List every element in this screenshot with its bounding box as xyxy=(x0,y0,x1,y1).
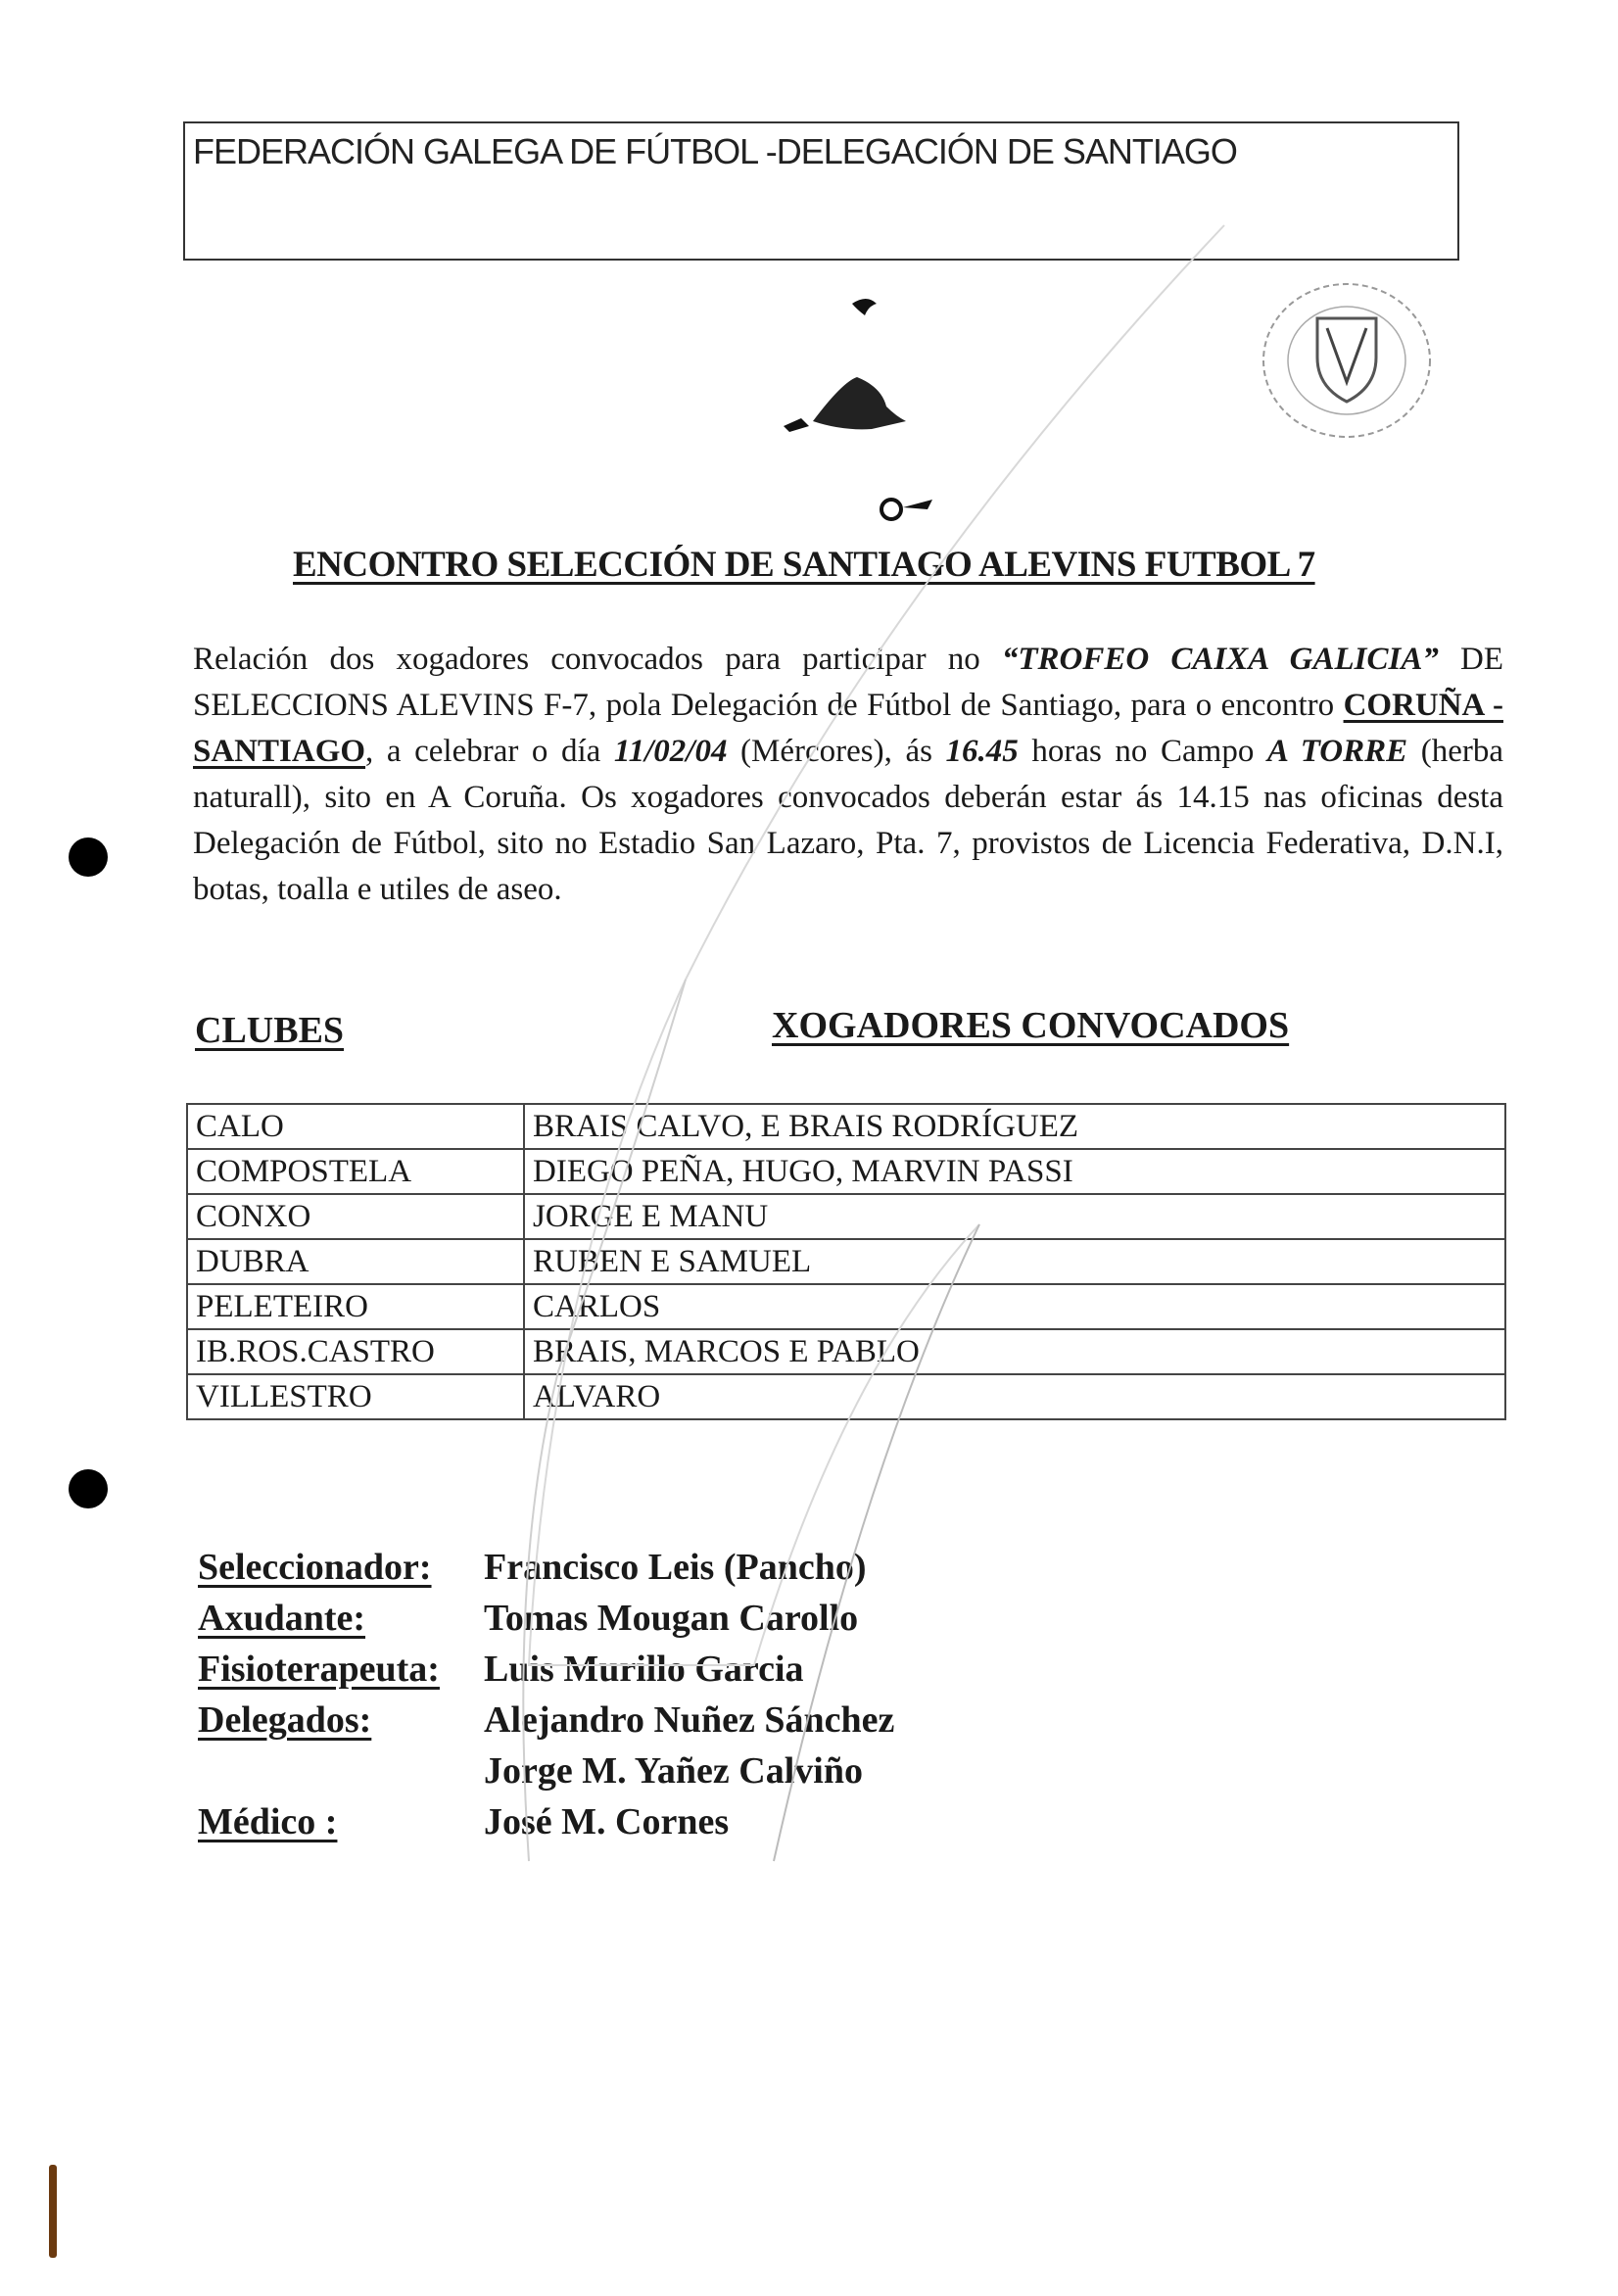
players-cell: RUBEN E SAMUEL xyxy=(524,1239,1505,1284)
players-cell: DIEGO PEÑA, HUGO, MARVIN PASSI xyxy=(524,1149,1505,1194)
para-text: Relación dos xogadores convocados para participar no xyxy=(193,642,1002,677)
players-cell: CARLOS xyxy=(524,1284,1505,1329)
club-cell: CALO xyxy=(187,1104,524,1149)
staff-name: Luis Murillo Garcia xyxy=(484,1649,804,1690)
staff-name: Alejandro Nuñez Sánchez xyxy=(484,1699,895,1741)
table-row xyxy=(187,1194,1505,1239)
players-cell: JORGE E MANU xyxy=(524,1194,1505,1239)
staff-row xyxy=(198,1749,863,1793)
players-table xyxy=(186,1103,1506,1420)
table-row xyxy=(187,1239,1505,1284)
clubs-heading: CLUBES xyxy=(195,1010,345,1051)
football-player-logo xyxy=(744,284,960,529)
club-cell: CONXO xyxy=(187,1194,524,1239)
document-heading: ENCONTRO SELECCIÓN DE SANTIAGO ALEVINS FUTBOL 7 xyxy=(293,545,1315,585)
table-row xyxy=(187,1104,1505,1149)
trophy-name: “TROFEO CAIXA GALICIA” xyxy=(1001,642,1439,677)
federation-seal xyxy=(1254,274,1440,446)
staff-row xyxy=(198,1698,894,1742)
scan-mark xyxy=(49,2165,57,2258)
club-cell: DUBRA xyxy=(187,1239,524,1284)
staff-name: Tomas Mougan Carollo xyxy=(484,1598,859,1639)
field-name: A TORRE xyxy=(1266,734,1408,769)
staff-name: Jorge M. Yañez Calviño xyxy=(484,1750,863,1792)
table-row xyxy=(187,1284,1505,1329)
club-cell: COMPOSTELA xyxy=(187,1149,524,1194)
players-heading: XOGADORES CONVOCADOS xyxy=(772,1005,1290,1046)
para-text: (herba naturall), sito en A Coruña. Os xogadores convocados deberán estar ás 14.15 nas oficinas desta Delegación de Fútbol, sito no Estadio San Lazaro, Pta. 7, provistos de Licencia Federativa, D.N.I, botas, toalla e utiles de aseo. xyxy=(193,734,1503,907)
staff-role: Axudante: xyxy=(198,1598,366,1639)
staff-role: Delegados: xyxy=(198,1699,372,1741)
staff-row xyxy=(198,1546,867,1589)
convocation-paragraph xyxy=(193,637,1503,913)
header-box xyxy=(183,121,1459,261)
staff-name: Francisco Leis (Pancho) xyxy=(484,1547,867,1588)
staff-role: Seleccionador: xyxy=(198,1547,432,1588)
staff-row xyxy=(198,1597,858,1640)
staff-role: Médico : xyxy=(198,1801,338,1842)
staff-row xyxy=(198,1648,804,1691)
match-date: 11/02/04 xyxy=(613,734,728,769)
header-title: FEDERACIÓN GALEGA DE FÚTBOL -DELEGACIÓN DE SANTIAGO xyxy=(193,131,1237,171)
players-cell: BRAIS CALVO, E BRAIS RODRÍGUEZ xyxy=(524,1104,1505,1149)
table-row xyxy=(187,1149,1505,1194)
players-cell: ALVARO xyxy=(524,1374,1505,1419)
staff-role: Fisioterapeuta: xyxy=(198,1649,440,1690)
club-cell: PELETEIRO xyxy=(187,1284,524,1329)
para-text: (Mércores), ás xyxy=(727,734,946,769)
players-cell: BRAIS, MARCOS E PABLO xyxy=(524,1329,1505,1374)
punch-hole xyxy=(69,1469,108,1508)
staff-name: José M. Cornes xyxy=(484,1801,730,1842)
table-row xyxy=(187,1329,1505,1374)
match-time: 16.45 xyxy=(945,734,1019,769)
club-cell: VILLESTRO xyxy=(187,1374,524,1419)
punch-hole xyxy=(69,837,108,877)
para-text: , a celebrar o día xyxy=(365,734,614,769)
club-cell: IB.ROS.CASTRO xyxy=(187,1329,524,1374)
para-text: DE SELECCIONS ALEVINS F-7, pola Delegación de Fútbol de Santiago, para o encontro xyxy=(193,642,1503,723)
para-text: horas no Campo xyxy=(1018,734,1267,769)
staff-row xyxy=(198,1800,729,1843)
table-row xyxy=(187,1374,1505,1419)
match-name: CORUÑA - SANTIAGO xyxy=(193,688,1503,769)
